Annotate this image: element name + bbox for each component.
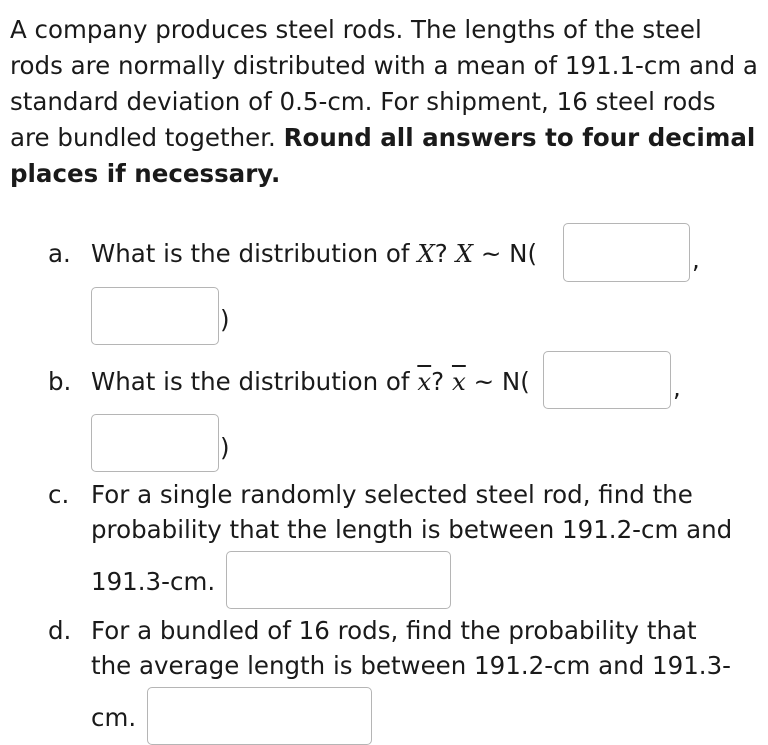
variable-x-bar-2: $\overline{x}$ xyxy=(451,367,466,396)
c-answer-input[interactable] xyxy=(226,551,451,609)
problem-statement xyxy=(10,12,762,192)
question-d-line1: For a bundled of 16 rods, find the probability that xyxy=(91,616,697,645)
question-d-line3: cm. xyxy=(91,703,137,732)
question-b-letter: b. xyxy=(48,367,72,396)
question-b-text xyxy=(91,364,530,400)
question-a-mid: ? xyxy=(434,239,456,268)
question-c-line1: For a single randomly selected steel rod, find the xyxy=(91,480,693,509)
question-c-line2: probability that the length is between 191.2-cm and xyxy=(91,515,733,544)
a-close-paren: ) xyxy=(220,305,230,334)
a-comma: , xyxy=(692,245,700,274)
a-sd-input[interactable] xyxy=(91,287,219,345)
question-d-letter: d. xyxy=(48,616,72,645)
question-b-tilde: ~ N( xyxy=(465,367,530,396)
question-a-text xyxy=(91,236,537,272)
b-close-paren: ) xyxy=(220,433,230,462)
b-comma: , xyxy=(673,373,681,402)
question-a-tilde: ~ N( xyxy=(473,239,538,268)
rounding-instruction: Round all answers to four decimal places if necessary. xyxy=(10,123,756,188)
b-mean-input[interactable] xyxy=(543,351,671,409)
variable-x-2: X xyxy=(455,239,474,268)
variable-x-bar: $\overline{x}$ xyxy=(417,367,432,396)
question-a-letter: a. xyxy=(48,239,71,268)
d-answer-input[interactable] xyxy=(147,687,372,745)
question-b-prefix: What is the distribution of xyxy=(91,367,418,396)
b-sd-input[interactable] xyxy=(91,414,219,472)
question-c-line3: 191.3-cm. xyxy=(91,567,216,596)
variable-x: X xyxy=(417,239,435,268)
problem-text: A company produces steel rods. The lengths of the steel rods are normally distributed with a mean of 191.1-cm and a standard deviation of 0.5-cm. For shipment, 16 steel rods are bundled together. xyxy=(10,15,758,152)
question-b-mid: ? xyxy=(431,367,452,396)
question-c-letter: c. xyxy=(48,480,70,509)
question-d-line2: the average length is between 191.2-cm and 191.3- xyxy=(91,651,732,680)
question-a-prefix: What is the distribution of xyxy=(91,239,418,268)
a-mean-input[interactable] xyxy=(563,223,690,282)
